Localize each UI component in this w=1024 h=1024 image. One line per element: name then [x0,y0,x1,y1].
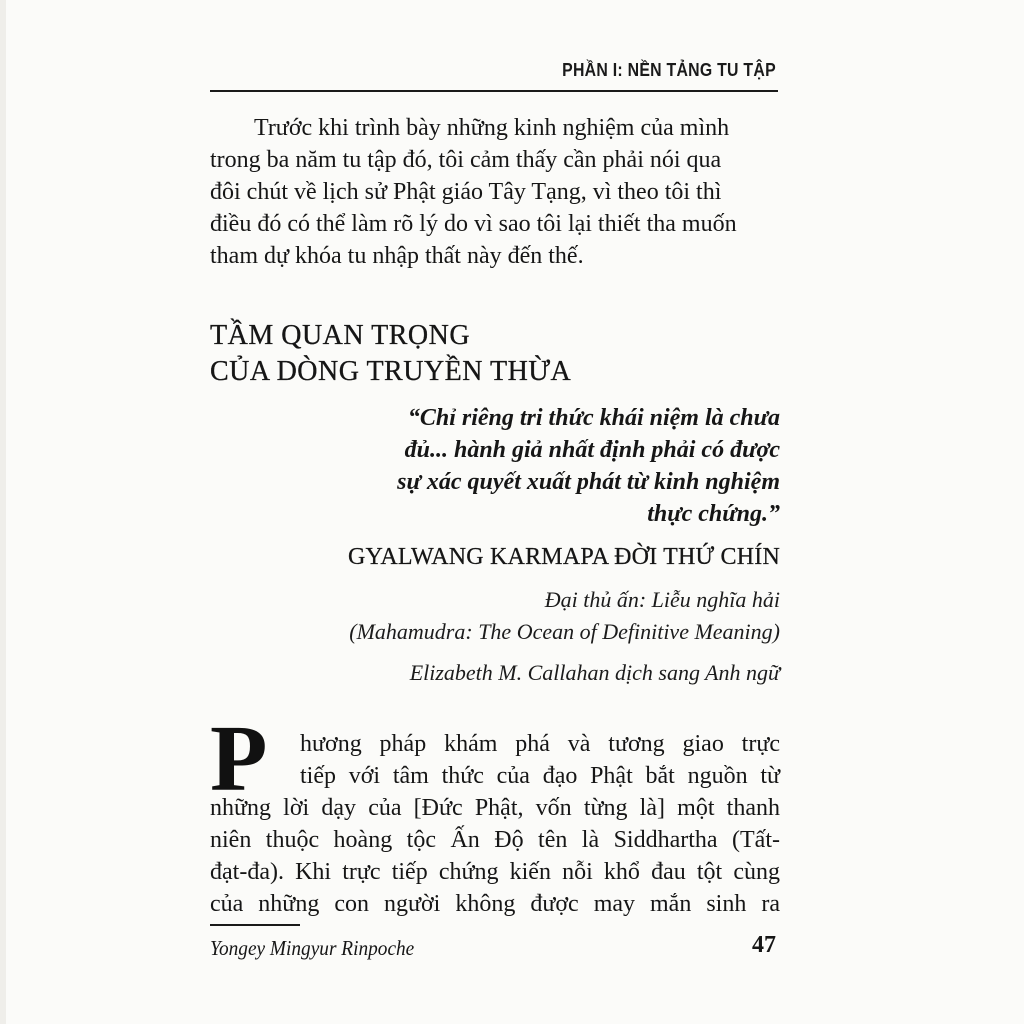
section-title-line: CỦA DÒNG TRUYỀN THỪA [210,356,572,387]
intro-line: trong ba năm tu tập đó, tôi cảm thấy cần phải nói qua [210,147,722,173]
quote-source [349,584,780,648]
quote-line: đủ... hành giả nhất định phải có được [404,437,780,463]
body-paragraph [210,728,780,920]
footer-rule [210,924,300,926]
quote-source-line: Đại thủ ấn: Liễu nghĩa hải [544,587,780,612]
quote-author: GYALWANG KARMAPA ĐỜI THỨ CHÍN [348,544,780,570]
intro-paragraph [210,112,780,272]
intro-line: đôi chút về lịch sử Phật giáo Tây Tạng, vì theo tôi thì [210,179,722,205]
footer-author: Yongey Mingyur Rinpoche [210,936,415,960]
quote-line: thực chứng.” [647,501,780,527]
intro-line: Trước khi trình bày những kinh nghiệm của mình [254,115,730,141]
section-title [210,318,780,390]
body-line: đạt-đa). Khi trực tiếp chứng kiến nỗi khổ đau tột cùng [210,859,780,885]
running-head: PHẦN I: NỀN TẢNG TU TẬP [562,60,776,80]
body-line: tiếp với tâm thức của đạo Phật bắt nguồn từ [300,763,780,789]
quote-translator: Elizabeth M. Callahan dịch sang Anh ngữ [409,660,780,685]
page-edge-shadow [0,0,6,1024]
body-line: những lời dạy của [Đức Phật, vốn từng là] một thanh [210,795,780,821]
quote-line: sự xác quyết xuất phát từ kinh nghiệm [397,469,780,495]
drop-cap-letter: P [210,707,268,811]
epigraph-quote [310,402,780,530]
body-line: hương pháp khám phá và tương giao trực [300,731,780,757]
header-rule [210,90,778,92]
quote-source-line: (Mahamudra: The Ocean of Definitive Meaning) [349,619,780,644]
body-line: niên thuộc hoàng tộc Ấn Độ tên là Siddhartha (Tất- [210,827,780,853]
intro-line: điều đó có thể làm rõ lý do vì sao tôi lại thiết tha muốn [210,211,737,237]
quote-line: “Chỉ riêng tri thức khái niệm là chưa [407,405,780,431]
section-title-line: TẦM QUAN TRỌNG [210,320,471,351]
body-line: của những con người không được may mắn sinh ra [210,891,780,917]
page-number: 47 [752,932,776,958]
intro-line: tham dự khóa tu nhập thất này đến thế. [210,243,584,269]
